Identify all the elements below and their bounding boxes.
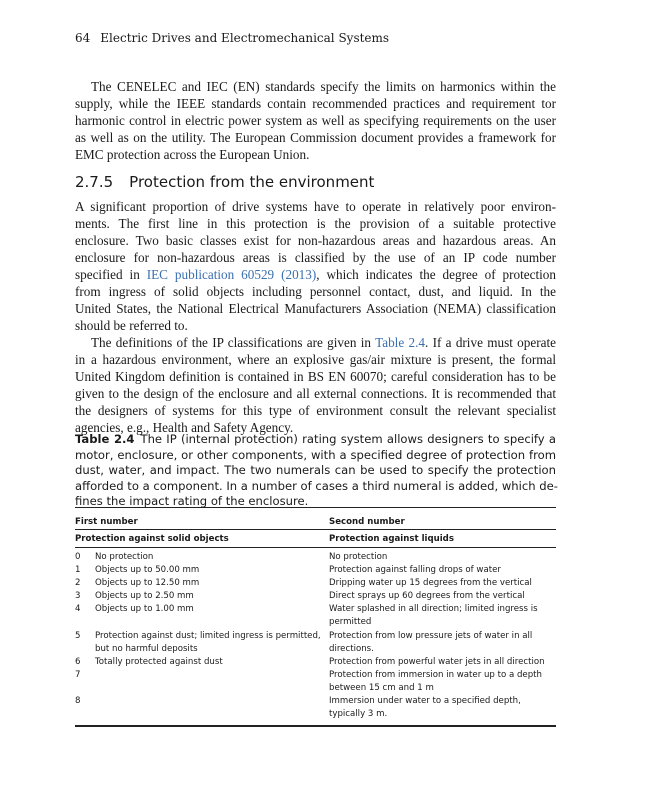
cross-reference-link[interactable]: IEC publication 60529 (2013) [146, 267, 317, 282]
ip-digit: 2 [75, 578, 81, 589]
solid-protection: Objects up to 50.00 mm [95, 565, 200, 576]
table-row [75, 695, 556, 726]
text-segment: A significant proportion of drive systems have to operate in relatively poor environ- [75, 199, 556, 214]
caption-label: Table 2.4 [75, 432, 135, 446]
solid-protection [95, 669, 329, 695]
text-segment: should be referred to. [75, 318, 188, 333]
text-line [75, 283, 556, 300]
text-line [75, 249, 556, 266]
section-title: Protection from the environment [129, 173, 375, 191]
text-segment: the designers of systems for this type of environment consult the relevant specialist [75, 403, 556, 418]
liquid-protection: No protection [329, 552, 388, 562]
ip-rating-table [75, 507, 556, 727]
text-line: EMC protection across the European Union. [75, 147, 310, 162]
text-segment: The definitions of the IP classifications are given in [91, 335, 376, 350]
liquid-protection: Protection against falling drops of water [329, 565, 501, 576]
page-number: 64 [75, 31, 91, 45]
text-line [75, 385, 556, 402]
text-line [75, 198, 556, 215]
text-line: supply, while the IEEE standards contain recommended practices and requirement tor [75, 96, 556, 111]
text-segment: . If a drive must operate [424, 335, 556, 350]
ip-digit: 3 [75, 591, 81, 602]
caption-text: afforded to a component. In a number of cases a third numeral is added, which de- [75, 478, 558, 493]
liquid-protection: Immersion under water to a specified depth, typically 3 m. [329, 696, 521, 720]
liquid-protection: Direct sprays up 60 degrees from the vertical [329, 591, 525, 602]
caption-line [75, 432, 556, 448]
text-line [75, 402, 556, 419]
liquid-protection: Protection from low pressure jets of water in all directions. [329, 630, 533, 654]
text-line: The CENELEC and IEC (EN) standards specify the limits on harmonics within the [91, 79, 556, 94]
liquid-protection: Protection from immersion in water up to a depth between 15 cm and 1 m [329, 669, 542, 693]
header-first-number: First number [75, 517, 138, 527]
caption-line [75, 463, 556, 479]
text-line [75, 334, 556, 351]
caption-line [75, 479, 556, 495]
cross-reference-link[interactable]: Table 2.4 [375, 335, 425, 350]
text-segment: enclosure for non-hazardous areas is classified by the use of an IP code number [75, 250, 556, 265]
text-line [75, 368, 556, 385]
ip-digit: 6 [75, 656, 81, 667]
table-row [75, 590, 556, 603]
caption-text: The IP (internal protection) rating system allows designers to specify a [140, 432, 556, 446]
ip-digit: 8 [75, 696, 81, 707]
liquid-protection: Protection from powerful water jets in all direction [329, 656, 545, 667]
caption-text: dust, water, and impact. The two numerals can be used to specify the protection [75, 463, 556, 478]
solid-protection: Objects up to 2.50 mm [95, 591, 194, 602]
text-segment: given to the design of the enclosure and all external connections. It is recommended that [75, 386, 556, 401]
text-line [75, 232, 556, 249]
text-line [75, 300, 556, 317]
table-caption [75, 432, 556, 510]
text-segment: in a hazardous environment, where an explosive gas/air mixture is present, the formal [75, 352, 556, 367]
table-row [75, 630, 556, 656]
section-number: 2.7.5 [75, 173, 114, 191]
paragraph-ip-definitions [75, 334, 556, 436]
text-segment: , which indicates the degree of protection [316, 267, 556, 282]
text-segment: specified in [75, 267, 147, 282]
table-row [75, 548, 556, 565]
liquid-protection: Water splashed in all direction; limited ingress is permitted [329, 604, 538, 628]
ip-digit: 0 [75, 552, 81, 562]
solid-protection: Objects up to 12.50 mm [95, 578, 200, 589]
text-segment: ments. The first line in this protection is the provision of a suitable protective [75, 216, 556, 231]
table-row [75, 564, 556, 577]
text-segment: United States, the National Electrical Manufacturers Association (NEMA) classification [75, 301, 556, 316]
caption-text: motor, enclosure, or other components, with a specified degree of protection from [75, 447, 556, 462]
table-row [75, 656, 556, 669]
text-line [75, 215, 556, 232]
solid-protection [95, 695, 329, 726]
text-segment: United Kingdom definition is contained in BS EN 60070; careful consideration has to be [75, 369, 556, 384]
table-row [75, 603, 556, 629]
section-heading [75, 173, 556, 191]
running-header [75, 31, 556, 45]
book-title: Electric Drives and Electromechanical Systems [100, 31, 390, 45]
text-segment: enclosure. Two basic classes exist for non-hazardous areas and hazardous areas. An [75, 233, 556, 248]
table-row [75, 577, 556, 590]
text-line: harmonic control in electric power system as well as specifying requirements on the user [75, 113, 556, 128]
caption-line [75, 448, 556, 464]
text-line [75, 317, 556, 334]
solid-protection: Totally protected against dust [95, 656, 223, 667]
solid-protection: Objects up to 1.00 mm [95, 604, 194, 615]
text-line: as well as on the utility. The European Commission document provides a framework for [75, 130, 556, 145]
subheader-liquid: Protection against liquids [329, 530, 556, 548]
text-line [75, 351, 556, 368]
ip-digit: 1 [75, 565, 81, 576]
ip-digit: 4 [75, 604, 81, 615]
solid-protection: Protection against dust; limited ingress is permitted, but no harmful deposits [95, 630, 321, 654]
table-row [75, 669, 556, 695]
text-segment: agencies, e.g., Health and Safety Agency. [75, 420, 294, 435]
header-second-number: Second number [329, 517, 405, 527]
paragraph-environment [75, 198, 556, 334]
ip-digit: 7 [75, 669, 81, 680]
text-segment: from ingress of solid objects including personnel contact, dust, and liquid. In the [75, 284, 556, 299]
liquid-protection: Dripping water up 15 degrees from the vertical [329, 578, 532, 589]
subheader-solid: Protection against solid objects [75, 530, 329, 548]
caption-text: fines the impact rating of the enclosure. [75, 494, 309, 509]
solid-protection: No protection [95, 552, 154, 562]
ip-digit: 5 [75, 630, 81, 641]
text-line [75, 266, 556, 283]
paragraph-standards [75, 78, 556, 163]
